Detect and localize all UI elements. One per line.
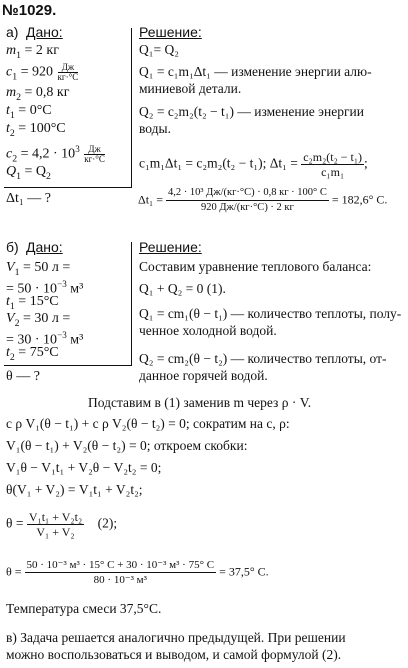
given-m1: $m_1 = 2$ кг bbox=[6, 43, 59, 61]
part-c-line1: в) Задача решается аналогично предыдущей. При решении bbox=[6, 630, 346, 645]
find-b: θ — ? bbox=[6, 369, 40, 384]
problem-number: №1029. bbox=[2, 2, 57, 19]
part-a-solution-title: Решение: bbox=[139, 24, 202, 40]
sol-b-line4a: Q₂ = cm₂(θ − t₂) — количество теплоты, от- bbox=[139, 351, 387, 366]
sol-b-line5: Подставим в (1) заменив m через ρ · V. bbox=[88, 395, 312, 410]
sol-b-line9: θ(V₁ + V₂) = V₁t₁ + V₂t₂; bbox=[6, 482, 143, 497]
part-b-label: б) bbox=[6, 239, 19, 255]
part-a-divider-horizontal bbox=[4, 187, 132, 188]
part-a-label: а) bbox=[6, 24, 19, 40]
given-c1: $c_1 = 920$ $\frac{Дж}{кг\cdot^\circ С}$ bbox=[6, 62, 79, 83]
part-c-line2: можно воспользоваться и выводом, и самой формулой (2). bbox=[6, 647, 342, 662]
given-c2: $c_2 = 4,2 \cdot 10^3$ $\frac{Дж}{кг\cdot^\circ С}$ bbox=[6, 143, 105, 165]
given-v2-si: = $30 \cdot 10^{-3}$ м³ bbox=[6, 330, 84, 348]
given-q-equal: $Q_1 = Q_2$ bbox=[6, 164, 51, 182]
sol-b-line7: V₁(θ − t₁) + V₂(θ − t₂) = 0; откроем скобки: bbox=[6, 438, 248, 453]
sol-b-line1: Составим уравнение теплового баланса: bbox=[139, 259, 372, 274]
given-t2-b: $t_2 = 75^\circ С$ bbox=[6, 345, 59, 363]
sol-a-line2a: Q₁ = c₁m₁Δt₁ — изменение энергии алю- bbox=[139, 64, 372, 79]
part-b-given-title: Дано: bbox=[26, 239, 63, 255]
sol-b-line8: V₁θ − V₁t₁ + V₂θ − V₂t₂ = 0; bbox=[6, 460, 162, 475]
sol-b-line6: c ρ V₁(θ − t₁) + c ρ V₂(θ − t₂) = 0; сократим на c, ρ: bbox=[6, 416, 290, 431]
given-t2: $t_2 = 100^\circ С$ bbox=[6, 121, 66, 139]
sol-b-calc: θ = 50 · 10⁻³ м³ · 15° С + 30 · 10⁻³ м³ · 75° С 80 · 10⁻³ м³ = 37,5° С. bbox=[6, 559, 269, 586]
given-t1-b: $t_1 = 15^\circ С$ bbox=[6, 294, 59, 312]
sol-b-line4b: данное горячей водой. bbox=[139, 368, 268, 383]
sol-a-line3a: Q₂ = c₂m₂(t₂ − t₁) — изменение энергии bbox=[139, 104, 364, 119]
given-v1: $V_1 = 50$ л = bbox=[6, 260, 71, 278]
sol-b-formula2: θ = $\frac{\text{V₁t₁ + V₂t₂}}{\text{V₁ + V₂}}$ (2); bbox=[6, 510, 118, 539]
sol-b-answer: Температура смеси 37,5°С. bbox=[6, 601, 162, 616]
sol-b-line2: Q₁ + Q₂ = 0 (1). bbox=[139, 281, 226, 296]
given-v2: $V_2 = 30$ л = bbox=[6, 311, 71, 329]
given-t1: $t_1 = 0^\circ С$ bbox=[6, 103, 52, 121]
sol-a-line3b: воды. bbox=[139, 121, 171, 136]
sol-a-line5: Δt₁ = 4,2 · 10³ Дж/(кг·°С) · 0,8 кг · 100° С 920 Дж/(кг·°С) · 2 кг = 182,6° С. bbox=[138, 187, 388, 213]
given-v1-si: = $50 \cdot 10^{-3}$ м³ bbox=[6, 279, 84, 297]
sol-a-line2b: миниевой детали. bbox=[139, 81, 242, 96]
part-a-divider-vertical bbox=[131, 28, 132, 188]
sol-a-line1: Q₁= Q₂ bbox=[139, 42, 179, 57]
part-b-divider-vertical bbox=[131, 242, 132, 366]
sol-b-line3a: Q₁ = cm₁(θ − t₁) — количество теплоты, полу- bbox=[139, 306, 402, 321]
find-a: Δt₁ — ? bbox=[6, 191, 51, 206]
sol-b-line3b: ченное холодной водой. bbox=[139, 323, 277, 338]
part-a-given-title: Дано: bbox=[26, 24, 63, 40]
given-m2: $m_2 = 0,8$ кг bbox=[6, 85, 70, 103]
sol-a-line4: c₁m₁Δt₁ = c₂m₂(t₂ − t₁); Δt₁ = $\frac{\text{c₂m₂(t₂ − t₁)}}{\text{c₁m₁}}$ ; bbox=[139, 150, 368, 179]
part-b-solution-title: Решение: bbox=[139, 239, 202, 255]
